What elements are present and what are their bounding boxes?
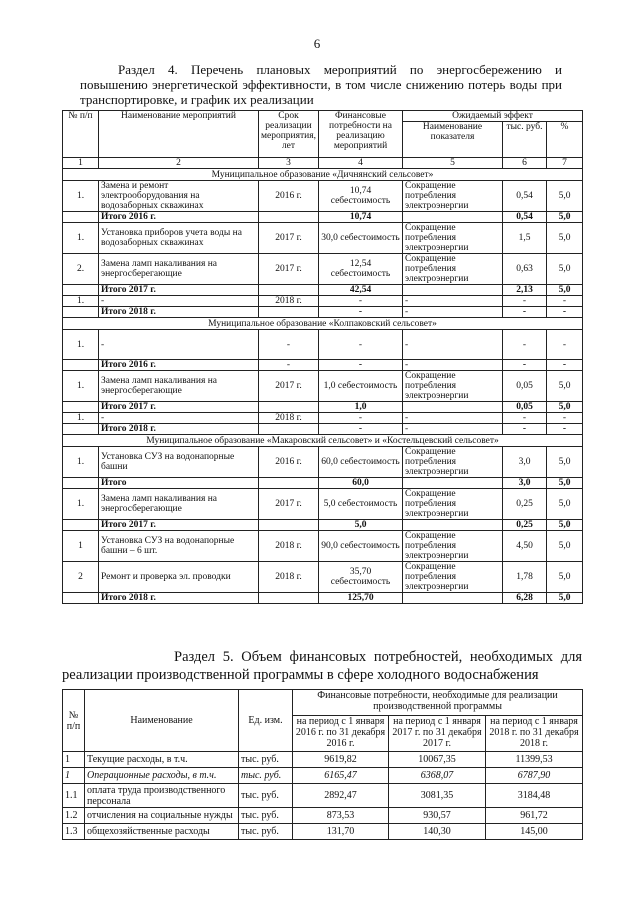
indicator-cell: Сокращение потребления электроэнергии	[403, 254, 503, 285]
effect-percent-cell: 5,0	[547, 371, 583, 402]
term-cell: 2017 г.	[259, 223, 319, 254]
term-cell: 2018 г.	[259, 413, 319, 424]
row-number: 2.	[63, 254, 99, 285]
effect-percent-cell: 5,0	[547, 489, 583, 520]
measure-name: Замена ламп накаливания на энергосберегающие	[99, 254, 259, 285]
indicator-cell: -	[403, 360, 503, 371]
term-cell: -	[259, 330, 319, 360]
effect-thousand-cell: 2,13	[503, 285, 547, 296]
table-row	[63, 768, 583, 784]
value-2018: 145,00	[486, 824, 583, 840]
row-number: 1.	[63, 447, 99, 478]
municipality-row	[63, 435, 583, 447]
effect-percent-cell: -	[547, 307, 583, 318]
row-number: 1.	[63, 371, 99, 402]
effect-percent-cell: 5,0	[547, 593, 583, 604]
col-finance-header: Финансовые потребности на реализацию мероприятий	[319, 111, 403, 158]
term-cell	[259, 307, 319, 318]
expense-name: Текущие расходы, в т.ч.	[85, 752, 239, 768]
measure-name: Итого 2018 г.	[99, 593, 259, 604]
effect-percent-cell: -	[547, 360, 583, 371]
finance-cell: 1,0 себестоимость	[319, 371, 403, 402]
municipality-name: Муниципальное образование «Колпаковский сельсовет»	[63, 318, 583, 330]
value-2017: 140,30	[389, 824, 486, 840]
expense-name: оплата труда производственного персонала	[85, 784, 239, 808]
col-2016-header: на период с 1 января 2016 г. по 31 декабря 2016 г.	[293, 716, 389, 752]
finance-cell: -	[319, 424, 403, 435]
effect-thousand-cell: 0,25	[503, 489, 547, 520]
value-2016: 9619,82	[293, 752, 389, 768]
term-cell	[259, 285, 319, 296]
indicator-cell: -	[403, 330, 503, 360]
finance-cell: 5,0 себестоимость	[319, 489, 403, 520]
finance-cell: -	[319, 330, 403, 360]
table-row	[63, 254, 583, 285]
col-number: 1	[63, 158, 99, 169]
finance-cell: -	[319, 296, 403, 307]
indicator-cell: Сокращение потребления электроэнергии	[403, 531, 503, 562]
term-cell: 2017 г.	[259, 489, 319, 520]
row-number: 1.	[63, 413, 99, 424]
col-thousand-header: тыс. руб.	[503, 122, 547, 158]
col-name-header: Наименование мероприятий	[99, 111, 259, 158]
effect-thousand-cell: 0,05	[503, 402, 547, 413]
indicator-cell: -	[403, 413, 503, 424]
row-number: 1.	[63, 296, 99, 307]
indicator-cell: -	[403, 307, 503, 318]
table-row	[63, 531, 583, 562]
indicator-cell: Сокращение потребления электроэнергии	[403, 371, 503, 402]
effect-percent-cell: -	[547, 413, 583, 424]
row-number: 1.	[63, 489, 99, 520]
value-2017: 6368,07	[389, 768, 486, 784]
effect-thousand-cell: -	[503, 424, 547, 435]
table-row	[63, 181, 583, 212]
row-number: 1.	[63, 223, 99, 254]
effect-percent-cell: 5,0	[547, 531, 583, 562]
table-row	[63, 784, 583, 808]
effect-percent-cell: 5,0	[547, 254, 583, 285]
expense-name: общехозяйственные расходы	[85, 824, 239, 840]
measure-name: Итого 2018 г.	[99, 307, 259, 318]
effect-thousand-cell: -	[503, 330, 547, 360]
term-cell	[259, 212, 319, 223]
unit-cell: тыс. руб.	[239, 824, 293, 840]
expense-name: отчисления на социальные нужды	[85, 808, 239, 824]
col-number: 3	[259, 158, 319, 169]
unit-cell: тыс. руб.	[239, 768, 293, 784]
row-number	[63, 285, 99, 296]
indicator-cell: Сокращение потребления электроэнергии	[403, 223, 503, 254]
effect-thousand-cell: -	[503, 307, 547, 318]
term-cell: 2017 г.	[259, 371, 319, 402]
row-number: 1.2	[63, 808, 85, 824]
measure-name: -	[99, 296, 259, 307]
total-row	[63, 360, 583, 371]
row-number: 1	[63, 768, 85, 784]
value-2018: 3184,48	[486, 784, 583, 808]
col-indicator-header: Наименование показателя	[403, 122, 503, 158]
table-row	[63, 447, 583, 478]
unit-cell: тыс. руб.	[239, 808, 293, 824]
municipality-row	[63, 318, 583, 330]
total-row	[63, 285, 583, 296]
row-number: 1	[63, 531, 99, 562]
effect-thousand-cell: 0,63	[503, 254, 547, 285]
indicator-cell: Сокращение потребления электроэнергии	[403, 181, 503, 212]
effect-percent-cell: 5,0	[547, 447, 583, 478]
term-cell: 2018 г.	[259, 562, 319, 593]
row-number: 1.	[63, 330, 99, 360]
effect-thousand-cell: -	[503, 296, 547, 307]
measure-name: Итого 2018 г.	[99, 424, 259, 435]
table-row	[63, 413, 583, 424]
value-2018: 6787,90	[486, 768, 583, 784]
row-number	[63, 307, 99, 318]
effect-percent-cell: -	[547, 424, 583, 435]
col-number: 7	[547, 158, 583, 169]
table-row	[63, 808, 583, 824]
measure-name: Установка приборов учета воды на водозаборных скважинах	[99, 223, 259, 254]
effect-thousand-cell: 0,54	[503, 181, 547, 212]
value-2017: 3081,35	[389, 784, 486, 808]
total-row	[63, 212, 583, 223]
row-number: 1.1	[63, 784, 85, 808]
finance-table	[62, 689, 583, 840]
finance-cell: 10,74 себестоимость	[319, 181, 403, 212]
measure-name: Установка СУЗ на водонапорные башни	[99, 447, 259, 478]
table-row	[63, 752, 583, 768]
col-unit-header: Ед. изм.	[239, 690, 293, 752]
indicator-cell	[403, 212, 503, 223]
effect-thousand-cell: 6,28	[503, 593, 547, 604]
total-row	[63, 424, 583, 435]
total-row	[63, 593, 583, 604]
term-cell: 2018 г.	[259, 531, 319, 562]
measure-name: -	[99, 330, 259, 360]
measure-name: Установка СУЗ на водонапорные башни – 6 шт.	[99, 531, 259, 562]
term-cell: 2018 г.	[259, 296, 319, 307]
value-2016: 6165,47	[293, 768, 389, 784]
effect-percent-cell: 5,0	[547, 562, 583, 593]
finance-cell: -	[319, 307, 403, 318]
total-row	[63, 520, 583, 531]
finance-cell: 60,0	[319, 478, 403, 489]
section4-heading: Раздел 4. Перечень плановых мероприятий по энергосбережению и повышению энергетической эффективности, в том числе снижению потерь воды при транспортировке, и график их реализации	[80, 62, 562, 107]
value-2017: 930,57	[389, 808, 486, 824]
section5-heading: Раздел 5. Объем финансовых потребностей, необходимых для реализации производственной программы в сфере холодного водоснабжения	[62, 649, 582, 683]
value-2017: 10067,35	[389, 752, 486, 768]
col-effect-header: Ожидаемый эффект	[403, 111, 583, 122]
row-number: 1	[63, 752, 85, 768]
measure-name: Итого 2017 г.	[99, 285, 259, 296]
measure-name: Итого	[99, 478, 259, 489]
measure-name: Итого 2017 г.	[99, 520, 259, 531]
effect-percent-cell: -	[547, 330, 583, 360]
row-number	[63, 212, 99, 223]
finance-cell: 125,70	[319, 593, 403, 604]
value-2016: 873,53	[293, 808, 389, 824]
indicator-cell: Сокращение потребления электроэнергии	[403, 489, 503, 520]
row-number: 1.3	[63, 824, 85, 840]
total-row	[63, 478, 583, 489]
term-cell: 2016 г.	[259, 447, 319, 478]
row-number	[63, 424, 99, 435]
term-cell: 2017 г.	[259, 254, 319, 285]
table-row	[63, 562, 583, 593]
col-percent-header: %	[547, 122, 583, 158]
row-number: 1.	[63, 181, 99, 212]
effect-thousand-cell: 0,05	[503, 371, 547, 402]
effect-percent-cell: -	[547, 296, 583, 307]
finance-cell: 5,0	[319, 520, 403, 531]
value-2018: 11399,53	[486, 752, 583, 768]
table-row	[63, 330, 583, 360]
finance-cell: 42,54	[319, 285, 403, 296]
effect-percent-cell: 5,0	[547, 181, 583, 212]
table-row	[63, 223, 583, 254]
row-number	[63, 360, 99, 371]
table-row	[63, 296, 583, 307]
indicator-cell: -	[403, 424, 503, 435]
finance-cell: 30,0 себестоимость	[319, 223, 403, 254]
col-2017-header: на период с 1 января 2017 г. по 31 декабря 2017 г.	[389, 716, 486, 752]
municipality-name: Муниципальное образование «Макаровский сельсовет» и «Костельцевский сельсовет»	[63, 435, 583, 447]
effect-thousand-cell: 0,25	[503, 520, 547, 531]
value-2018: 961,72	[486, 808, 583, 824]
row-number	[63, 402, 99, 413]
col-term-header: Срок реализации мероприятия, лет	[259, 111, 319, 158]
effect-percent-cell: 5,0	[547, 212, 583, 223]
table-row	[63, 371, 583, 402]
effect-thousand-cell: 3,0	[503, 447, 547, 478]
value-2016: 131,70	[293, 824, 389, 840]
effect-thousand-cell: 1,5	[503, 223, 547, 254]
col-number: 6	[503, 158, 547, 169]
effect-thousand-cell: 3,0	[503, 478, 547, 489]
indicator-cell	[403, 593, 503, 604]
term-cell	[259, 402, 319, 413]
col-num-header: № п/п	[63, 111, 99, 158]
unit-cell: тыс. руб.	[239, 784, 293, 808]
term-cell	[259, 478, 319, 489]
effect-thousand-cell: -	[503, 413, 547, 424]
finance-cell: 1,0	[319, 402, 403, 413]
indicator-cell	[403, 520, 503, 531]
row-number	[63, 520, 99, 531]
term-cell	[259, 593, 319, 604]
finance-cell: 90,0 себестоимость	[319, 531, 403, 562]
effect-percent-cell: 5,0	[547, 285, 583, 296]
measure-name: Итого 2016 г.	[99, 360, 259, 371]
measure-name: Ремонт и проверка эл. проводки	[99, 562, 259, 593]
indicator-cell: -	[403, 296, 503, 307]
col-finance-group-header: Финансовые потребности, необходимые для реализации производственной программы	[293, 690, 583, 716]
measure-name: Итого 2017 г.	[99, 402, 259, 413]
indicator-cell: Сокращение потребления электроэнергии	[403, 562, 503, 593]
col-number: 5	[403, 158, 503, 169]
col-2018-header: на период с 1 января 2018 г. по 31 декабря 2018 г.	[486, 716, 583, 752]
indicator-cell	[403, 478, 503, 489]
table-row	[63, 489, 583, 520]
effect-percent-cell: 5,0	[547, 402, 583, 413]
effect-thousand-cell: 1,78	[503, 562, 547, 593]
municipality-name: Муниципальное образование «Дичнянский сельсовет»	[63, 169, 583, 181]
row-number	[63, 478, 99, 489]
effect-percent-cell: 5,0	[547, 520, 583, 531]
finance-cell: 12,54 себестоимость	[319, 254, 403, 285]
col-num-header: № п/п	[63, 690, 85, 752]
indicator-cell	[403, 285, 503, 296]
row-number	[63, 593, 99, 604]
measure-name: Замена ламп накаливания на энергосберегающие	[99, 371, 259, 402]
term-cell	[259, 520, 319, 531]
indicator-cell: Сокращение потребления электроэнергии	[403, 447, 503, 478]
col-number: 2	[99, 158, 259, 169]
term-cell: 2016 г.	[259, 181, 319, 212]
effect-thousand-cell: 4,50	[503, 531, 547, 562]
finance-cell: -	[319, 360, 403, 371]
page-number: 6	[313, 36, 321, 51]
term-cell: -	[259, 360, 319, 371]
unit-cell: тыс. руб.	[239, 752, 293, 768]
finance-cell: 10,74	[319, 212, 403, 223]
indicator-cell	[403, 402, 503, 413]
finance-cell: 35,70 себестоимость	[319, 562, 403, 593]
effect-thousand-cell: -	[503, 360, 547, 371]
measures-table	[62, 110, 583, 604]
total-row	[63, 307, 583, 318]
measure-name: Замена ламп накаливания на энергосберегающие	[99, 489, 259, 520]
expense-name: Операционные расходы, в т.ч.	[85, 768, 239, 784]
value-2016: 2892,47	[293, 784, 389, 808]
table-row	[63, 824, 583, 840]
measure-name: Итого 2016 г.	[99, 212, 259, 223]
measure-name: Замена и ремонт электрооборудования на водозаборных скважинах	[99, 181, 259, 212]
finance-cell: 60,0 себестоимость	[319, 447, 403, 478]
effect-thousand-cell: 0,54	[503, 212, 547, 223]
effect-percent-cell: 5,0	[547, 223, 583, 254]
total-row	[63, 402, 583, 413]
measure-name: -	[99, 413, 259, 424]
municipality-row	[63, 169, 583, 181]
col-number: 4	[319, 158, 403, 169]
col-name-header: Наименование	[85, 690, 239, 752]
finance-cell: -	[319, 413, 403, 424]
term-cell	[259, 424, 319, 435]
effect-percent-cell: 5,0	[547, 478, 583, 489]
row-number: 2	[63, 562, 99, 593]
